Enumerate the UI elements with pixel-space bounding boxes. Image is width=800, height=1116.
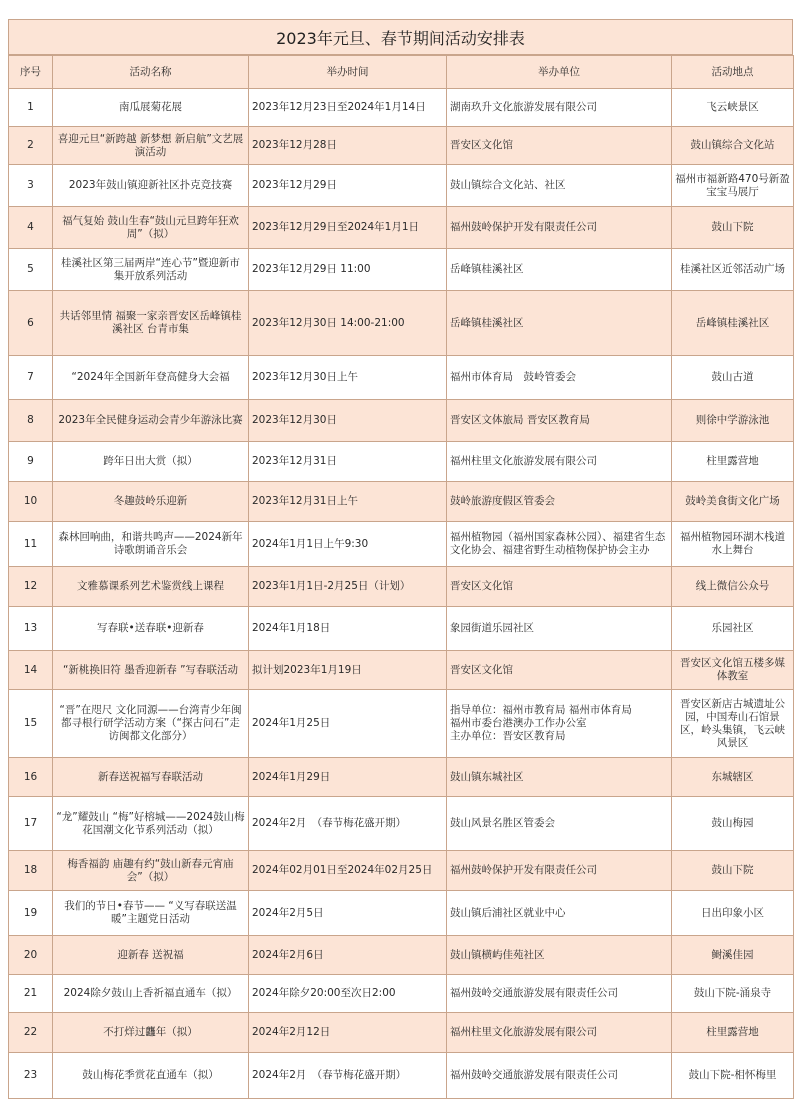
header-org: 举办单位 — [447, 56, 672, 89]
cell-time: 2023年12月29日 — [249, 165, 447, 207]
cell-seq: 9 — [9, 442, 53, 482]
cell-place: 柱里露营地 — [672, 442, 794, 482]
cell-seq: 5 — [9, 249, 53, 291]
cell-place: 鼓山古道 — [672, 356, 794, 400]
table-row — [9, 1013, 794, 1053]
cell-place: 鼓山镇综合文化站 — [672, 127, 794, 165]
cell-org: 晋安区文化馆 — [447, 127, 672, 165]
cell-seq: 23 — [9, 1053, 53, 1099]
cell-name: 2023年全民健身运动会青少年游泳比赛 — [53, 400, 249, 442]
cell-org: 福州鼓岭交通旅游发展有限责任公司 — [447, 975, 672, 1013]
header-seq: 序号 — [9, 56, 53, 89]
cell-time: 2023年12月29日至2024年1月1日 — [249, 207, 447, 249]
cell-org: 鼓山镇横屿佳苑社区 — [447, 936, 672, 975]
cell-time: 2023年12月30日上午 — [249, 356, 447, 400]
cell-seq: 1 — [9, 89, 53, 127]
cell-name: 不打烊过龘年（拟） — [53, 1013, 249, 1053]
table-row — [9, 758, 794, 797]
cell-org: 福州鼓岭交通旅游发展有限责任公司 — [447, 1053, 672, 1099]
table-row — [9, 127, 794, 165]
cell-time: 2024年2月6日 — [249, 936, 447, 975]
cell-place: 线上微信公众号 — [672, 567, 794, 607]
cell-place: 日出印象小区 — [672, 891, 794, 936]
cell-seq: 10 — [9, 482, 53, 522]
cell-name: 跨年日出大赏（拟） — [53, 442, 249, 482]
cell-time: 2024年2月 （春节梅花盛开期） — [249, 1053, 447, 1099]
cell-org: 晋安区文化馆 — [447, 651, 672, 690]
cell-org: 鼓山镇后浦社区就业中心 — [447, 891, 672, 936]
cell-time: 2023年12月31日 — [249, 442, 447, 482]
cell-place: 晋安区新店古城遗址公园，中国寿山石馆景区，岭头集镇，飞云峡风景区 — [672, 690, 794, 758]
cell-time: 2024年02月01日至2024年02月25日 — [249, 851, 447, 891]
cell-org: 福州鼓岭保护开发有限责任公司 — [447, 851, 672, 891]
cell-name: 2023年鼓山镇迎新社区扑克竞技赛 — [53, 165, 249, 207]
cell-time: 2023年1月1日-2月25日（计划） — [249, 567, 447, 607]
cell-name: 南瓜展菊花展 — [53, 89, 249, 127]
table-row — [9, 442, 794, 482]
table-row — [9, 936, 794, 975]
cell-name: 桂溪社区第三届两岸“连心节”暨迎新市集开放系列活动 — [53, 249, 249, 291]
cell-name: 共话邻里情 福聚一家亲晋安区岳峰镇桂溪社区 台青市集 — [53, 291, 249, 356]
cell-time: 2023年12月29日 11:00 — [249, 249, 447, 291]
header-time: 举办时间 — [249, 56, 447, 89]
table-row — [9, 891, 794, 936]
cell-org: 福州市体育局 鼓岭管委会 — [447, 356, 672, 400]
cell-place: 飞云峡景区 — [672, 89, 794, 127]
cell-org: 鼓山风景名胜区管委会 — [447, 797, 672, 851]
cell-place: 鼓岭美食街文化广场 — [672, 482, 794, 522]
cell-name: 迎新春 送祝福 — [53, 936, 249, 975]
cell-org: 晋安区文体旅局 晋安区教育局 — [447, 400, 672, 442]
table-row — [9, 522, 794, 567]
cell-seq: 13 — [9, 607, 53, 651]
cell-time: 2024年2月 （春节梅花盛开期） — [249, 797, 447, 851]
cell-name: 2024除夕鼓山上香祈福直通车（拟） — [53, 975, 249, 1013]
table-body — [9, 56, 794, 1099]
table-row — [9, 482, 794, 522]
cell-org: 福州植物园（福州国家森林公园）、福建省生态文化协会、福建省野生动植物保护协会主办 — [447, 522, 672, 567]
cell-seq: 6 — [9, 291, 53, 356]
cell-time: 2024年除夕20:00至次日2:00 — [249, 975, 447, 1013]
schedule-sheet — [8, 19, 793, 1099]
cell-seq: 22 — [9, 1013, 53, 1053]
cell-place: 鼓山下院 — [672, 851, 794, 891]
cell-name: 文雅慕课系列艺术鉴赏线上课程 — [53, 567, 249, 607]
cell-name: 写春联•送春联•迎新春 — [53, 607, 249, 651]
cell-name: “新桃换旧符 墨香迎新春 ”写春联活动 — [53, 651, 249, 690]
cell-time: 2024年2月12日 — [249, 1013, 447, 1053]
cell-name: 冬趣鼓岭乐迎新 — [53, 482, 249, 522]
cell-place: 柱里露营地 — [672, 1013, 794, 1053]
cell-org: 鼓山镇综合文化站、社区 — [447, 165, 672, 207]
cell-time: 2023年12月28日 — [249, 127, 447, 165]
cell-name: “晋”在咫尺 文化同源——台湾青少年闽都寻根行研学活动方案（“探古问石”走访闽都文化部分） — [53, 690, 249, 758]
table-row — [9, 797, 794, 851]
cell-org: 福州鼓岭保护开发有限责任公司 — [447, 207, 672, 249]
table-row — [9, 567, 794, 607]
cell-name: 我们的节日•春节—— “义写春联送温暖”主题党日活动 — [53, 891, 249, 936]
cell-name: 鼓山梅花季赏花直通车（拟） — [53, 1053, 249, 1099]
cell-org: 湖南玖升文化旅游发展有限公司 — [447, 89, 672, 127]
header-name: 活动名称 — [53, 56, 249, 89]
cell-place: 岳峰镇桂溪社区 — [672, 291, 794, 356]
cell-place: 福州市福新路470号新盈宝宝马展厅 — [672, 165, 794, 207]
table-title: 2023年元旦、春节期间活动安排表 — [8, 19, 793, 55]
cell-name: “龙”耀鼓山 “梅”好榕城——2024鼓山梅花国潮文化节系列活动（拟） — [53, 797, 249, 851]
cell-time: 2024年1月1日上午9:30 — [249, 522, 447, 567]
cell-seq: 2 — [9, 127, 53, 165]
cell-seq: 12 — [9, 567, 53, 607]
cell-time: 拟计划2023年1月19日 — [249, 651, 447, 690]
cell-seq: 3 — [9, 165, 53, 207]
table-row — [9, 607, 794, 651]
cell-seq: 18 — [9, 851, 53, 891]
cell-time: 2024年1月29日 — [249, 758, 447, 797]
cell-place: 桂溪社区近邻活动广场 — [672, 249, 794, 291]
cell-place: 鼓山下院-涌泉寺 — [672, 975, 794, 1013]
cell-org: 福州柱里文化旅游发展有限公司 — [447, 442, 672, 482]
cell-place: 晋安区文化馆五楼多媒体教室 — [672, 651, 794, 690]
cell-seq: 8 — [9, 400, 53, 442]
table-row — [9, 1053, 794, 1099]
table-row — [9, 207, 794, 249]
table-row — [9, 975, 794, 1013]
cell-org: 象园街道乐园社区 — [447, 607, 672, 651]
cell-place: 鼓山梅园 — [672, 797, 794, 851]
cell-org: 鼓岭旅游度假区管委会 — [447, 482, 672, 522]
cell-seq: 11 — [9, 522, 53, 567]
cell-org: 岳峰镇桂溪社区 — [447, 249, 672, 291]
cell-place: 东城辖区 — [672, 758, 794, 797]
cell-org: 鼓山镇东城社区 — [447, 758, 672, 797]
cell-name: 喜迎元旦“新跨越 新梦想 新启航”文艺展演活动 — [53, 127, 249, 165]
cell-seq: 4 — [9, 207, 53, 249]
cell-seq: 15 — [9, 690, 53, 758]
cell-org: 福州柱里文化旅游发展有限公司 — [447, 1013, 672, 1053]
cell-time: 2023年12月30日 14:00-21:00 — [249, 291, 447, 356]
table-row — [9, 651, 794, 690]
header-row — [9, 56, 794, 89]
table-row — [9, 356, 794, 400]
table-row — [9, 249, 794, 291]
cell-place: 鲥溪佳园 — [672, 936, 794, 975]
cell-time: 2023年12月30日 — [249, 400, 447, 442]
cell-place: 鼓山下院 — [672, 207, 794, 249]
cell-time: 2024年1月25日 — [249, 690, 447, 758]
cell-seq: 16 — [9, 758, 53, 797]
cell-seq: 7 — [9, 356, 53, 400]
cell-org: 岳峰镇桂溪社区 — [447, 291, 672, 356]
table-row — [9, 291, 794, 356]
table-row — [9, 400, 794, 442]
cell-name: 福气复始 鼓山生春“鼓山元旦跨年狂欢周”（拟） — [53, 207, 249, 249]
cell-place: 则徐中学游泳池 — [672, 400, 794, 442]
cell-org: 晋安区文化馆 — [447, 567, 672, 607]
cell-place: 福州植物园环湖木栈道水上舞台 — [672, 522, 794, 567]
table-row — [9, 165, 794, 207]
cell-time: 2023年12月31日上午 — [249, 482, 447, 522]
cell-org: 指导单位：福州市教育局 福州市体育局 福州市委台港澳办工作办公室 主办单位：晋安区教育局 — [447, 690, 672, 758]
cell-time: 2024年1月18日 — [249, 607, 447, 651]
cell-seq: 17 — [9, 797, 53, 851]
table-row — [9, 851, 794, 891]
schedule-table — [8, 55, 794, 1099]
header-place: 活动地点 — [672, 56, 794, 89]
cell-seq: 21 — [9, 975, 53, 1013]
cell-name: “2024年全国新年登高健身大会福 — [53, 356, 249, 400]
cell-place: 乐园社区 — [672, 607, 794, 651]
cell-seq: 19 — [9, 891, 53, 936]
cell-time: 2024年2月5日 — [249, 891, 447, 936]
cell-name: 森林回响曲，和谐共鸣声——2024新年诗歌朗诵音乐会 — [53, 522, 249, 567]
cell-seq: 20 — [9, 936, 53, 975]
cell-place: 鼓山下院-相怀梅里 — [672, 1053, 794, 1099]
table-row — [9, 89, 794, 127]
cell-time: 2023年12月23日至2024年1月14日 — [249, 89, 447, 127]
cell-name: 新春送祝福写春联活动 — [53, 758, 249, 797]
cell-name: 梅香福韵 庙趣有约“鼓山新春元宵庙会”（拟） — [53, 851, 249, 891]
cell-seq: 14 — [9, 651, 53, 690]
table-row — [9, 690, 794, 758]
